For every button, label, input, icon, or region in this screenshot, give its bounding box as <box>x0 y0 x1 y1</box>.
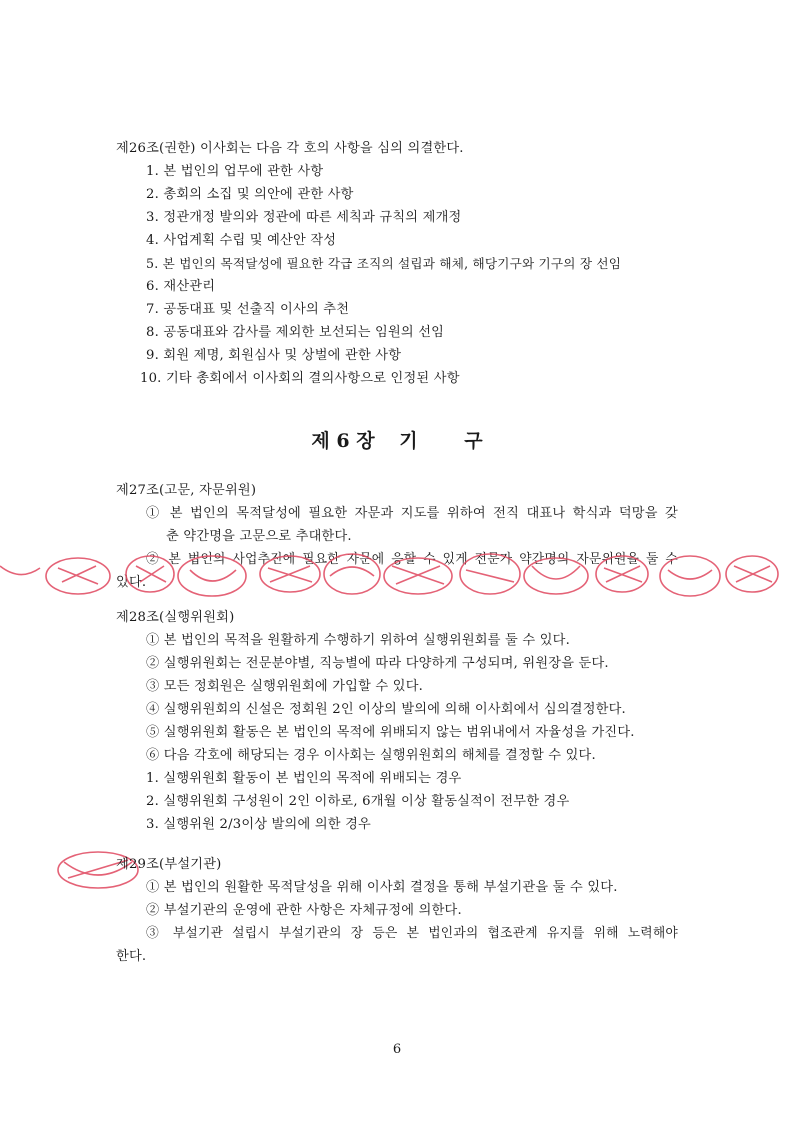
article-26-item-8: 8. 공동대표와 감사를 제외한 보선되는 임원의 선임 <box>146 325 445 340</box>
article-26-item-7: 7. 공동대표 및 선출직 이사의 추천 <box>146 302 350 317</box>
article-27-item-2-line-1: ② 본 법인의 사업추진에 필요한 자문에 응할 수 있게 전문가 약간명의 자문위원을 둘 수 <box>146 552 678 567</box>
article-28-subitem-1: 1. 실행위원회 활동이 본 법인의 목적에 위배되는 경우 <box>146 771 462 786</box>
article-27-title: 제27조(고문, 자문위원) <box>116 483 257 498</box>
article-26-item-1: 1. 본 법인의 업무에 관한 사항 <box>146 164 324 179</box>
chapter-6-title-char-1: 기 <box>399 430 418 452</box>
article-29-item-1: ① 본 법인의 원활한 목적달성을 위해 이사회 결정을 통해 부설기관을 둘 수 있다. <box>146 880 618 895</box>
chapter-6-number: 제 6 장 <box>311 430 375 452</box>
article-26-item-10: 10. 기타 총회에서 이사회의 결의사항으로 인정된 사항 <box>140 371 460 386</box>
article-28-item-4: ④ 실행위원회의 신설은 정회원 2인 이상의 발의에 의해 이사회에서 심의결정한다. <box>146 702 626 717</box>
article-28-item-6: ⑥ 다음 각호에 해당되는 경우 이사회는 실행위원회의 해체를 결정할 수 있다. <box>146 748 596 763</box>
article-29-item-2: ② 부설기관의 운영에 관한 사항은 자체규정에 의한다. <box>146 903 462 918</box>
article-26-item-3: 3. 정관개정 발의와 정관에 따른 세칙과 규칙의 제개정 <box>146 210 462 225</box>
article-26-item-9: 9. 회원 제명, 회원심사 및 상벌에 관한 사항 <box>146 348 402 363</box>
article-29-item-3-line-1: ③ 부설기관 설립시 부설기관의 장 등은 본 법인과의 협조관계 유지를 위해 노력해야 <box>146 926 678 941</box>
article-27-item-1-line-1: ① 본 법인의 목적달성에 필요한 자문과 지도를 위하여 전직 대표나 학식과 덕망을 갖 <box>146 506 678 521</box>
chapter-6-heading <box>0 429 794 453</box>
article-28-item-2: ② 실행위원회는 전문분야별, 직능별에 따라 다양하게 구성되며, 위원장을 둔다. <box>146 656 609 671</box>
chapter-6-title-char-2: 구 <box>464 430 483 452</box>
article-27-item-2-line-2: 있다. <box>116 575 147 590</box>
article-28-title: 제28조(실행위원회) <box>116 610 235 625</box>
article-28-subitem-2: 2. 실행위원회 구성원이 2인 이하로, 6개월 이상 활동실적이 전무한 경우 <box>146 794 570 809</box>
article-28-item-1: ① 본 법인의 목적을 원활하게 수행하기 위하여 실행위원회를 둘 수 있다. <box>146 633 570 648</box>
article-26-title: 제26조(권한) 이사회는 다음 각 호의 사항을 심의 의결한다. <box>116 141 464 156</box>
article-28-item-3: ③ 모든 정회원은 실행위원회에 가입할 수 있다. <box>146 679 424 694</box>
article-28-subitem-3: 3. 실행위원 2/3이상 발의에 의한 경우 <box>146 817 371 832</box>
article-26-item-6: 6. 재산관리 <box>146 279 216 294</box>
article-26-item-4: 4. 사업계획 수립 및 예산안 작성 <box>146 233 337 248</box>
article-29-item-3-line-2: 한다. <box>116 949 147 964</box>
page-number: 6 <box>392 1042 402 1057</box>
article-27-item-1-line-2: 춘 약간명을 고문으로 추대한다. <box>166 529 352 544</box>
article-26-item-2: 2. 총회의 소집 및 의안에 관한 사항 <box>146 187 354 202</box>
article-28-item-5: ⑤ 실행위원회 활동은 본 법인의 목적에 위배되지 않는 범위내에서 자율성을 가진다. <box>146 725 635 740</box>
article-26-item-5: 5. 본 법인의 목적달성에 필요한 각급 조직의 설립과 해체, 해당기구와 기구의 장 선임 <box>146 256 622 271</box>
article-29-title: 제29조(부설기관) <box>116 857 222 872</box>
